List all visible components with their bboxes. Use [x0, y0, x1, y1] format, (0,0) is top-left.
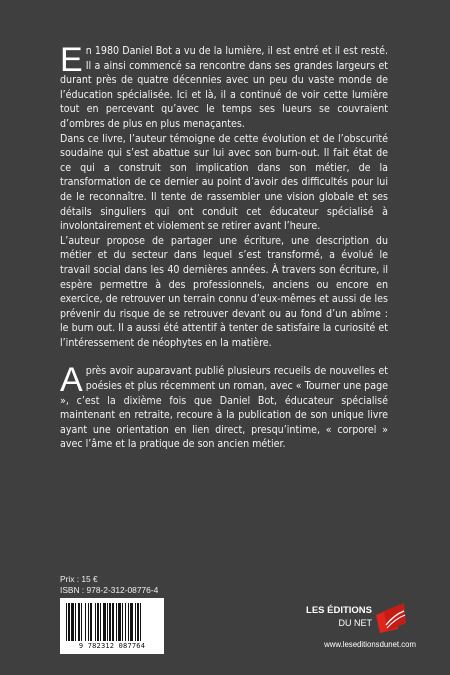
dropcap-a: A	[60, 361, 83, 400]
publisher-name-line1: LES ÉDITIONS	[306, 605, 372, 616]
price-isbn	[60, 574, 158, 596]
barcode-bar	[116, 603, 117, 641]
barcode-number: 9 782312 087764	[78, 642, 146, 650]
paragraph-4-text: près avoir auparavant publié plusieurs recueils de nouvelles et poésies et plus récemment un roman, avec « Tourner une page », c’est la dixième fois que Daniel Bot, éducateur spécialisé maintenant en retraite, recoure à la publication de son unique livre ayant une orientation en lien direct, presqu’intime, « corporel » avec l’âme et la pratique de son ancien métier.	[60, 365, 388, 451]
barcode-bar	[85, 603, 86, 641]
barcode-bar	[78, 603, 80, 641]
barcode-bar	[130, 603, 133, 641]
barcode-bar	[112, 603, 114, 641]
barcode-bar	[66, 603, 67, 641]
publisher-logo-icon	[374, 601, 408, 635]
barcode-bar	[88, 603, 89, 641]
barcode-bar	[103, 603, 106, 641]
barcode-bars	[66, 603, 158, 641]
barcode-bar	[97, 603, 99, 641]
barcode-bar	[100, 603, 101, 641]
blurb-paragraph-4	[60, 361, 388, 452]
paragraph-1-text: n 1980 Daniel Bot a vu de la lumière, il est entré et il est resté. Il a ainsi commencé sa rencontre dans ses grandes largeurs et durant près de quatre décennies avec un peu du vaste monde de l’éducation spécialisée. Ici et là, il a continué de voir cette lumière tout en percevant qu’avec le temps ses lueurs se couvraient d’ombres de plus en plus menaçantes.	[60, 45, 388, 130]
barcode-bar	[140, 603, 141, 641]
barcode-bar	[71, 603, 74, 641]
barcode-bar	[109, 603, 111, 641]
price-label: Prix : 15 €	[60, 574, 98, 584]
barcode-bar	[137, 603, 139, 641]
blurb	[60, 41, 388, 452]
barcode-bar	[95, 603, 96, 641]
barcode-bar	[68, 603, 70, 641]
blurb-paragraph-2: Dans ce livre, l’auteur témoigne de cette évolution et de l’obscurité soudaine qui s’est abattue sur lui avec son burn-out. Il fait état de ce qui a construit son implication dans son métier, de la transformation de ce dernier au point d’avoir des difficultés pour lui de le reconnaître. Il tente de rassembler une vision globale et ses détails singuliers qui ont conduit cet éducateur spécialisé à involontairement et violement se retirer avant l’heure.	[60, 132, 388, 233]
dropcap-e: E	[60, 41, 83, 79]
barcode	[60, 598, 164, 654]
blurb-paragraph-1	[60, 41, 388, 132]
barcode-bar	[90, 603, 92, 641]
barcode-bar	[118, 603, 121, 641]
barcode-bar	[122, 603, 123, 641]
publisher-name-line2: DU NET	[338, 618, 372, 628]
barcode-bar	[75, 603, 76, 641]
publisher-block	[292, 601, 412, 637]
blurb-paragraph-3: L’auteur propose de partager une écriture, une description du métier et du secteur dans lequel s’est transformé, a évolué le travail social dans les 40 dernières années. À travers son écriture, il espère permettre à des professionnels, anciens ou encore en exercice, de retrouver un terrain connu d’eux-mêmes et aussi de les prévenir du risque de se retrouver devant ou au fond d’un abîme : le burn out. Il a aussi été attentif à tenter de satisfaire la curiosité et l’intéressement de néophytes en la matière.	[60, 234, 388, 349]
barcode-bar	[125, 603, 126, 641]
barcode-bar	[128, 603, 129, 641]
barcode-bar	[81, 603, 82, 641]
publisher-website: www.leseditionsdunet.com	[324, 640, 416, 649]
barcode-bar	[135, 603, 136, 641]
paragraph-gap	[60, 350, 388, 364]
barcode-bar	[107, 603, 108, 641]
isbn-label: ISBN : 978-2-312-08776-4	[60, 585, 159, 595]
